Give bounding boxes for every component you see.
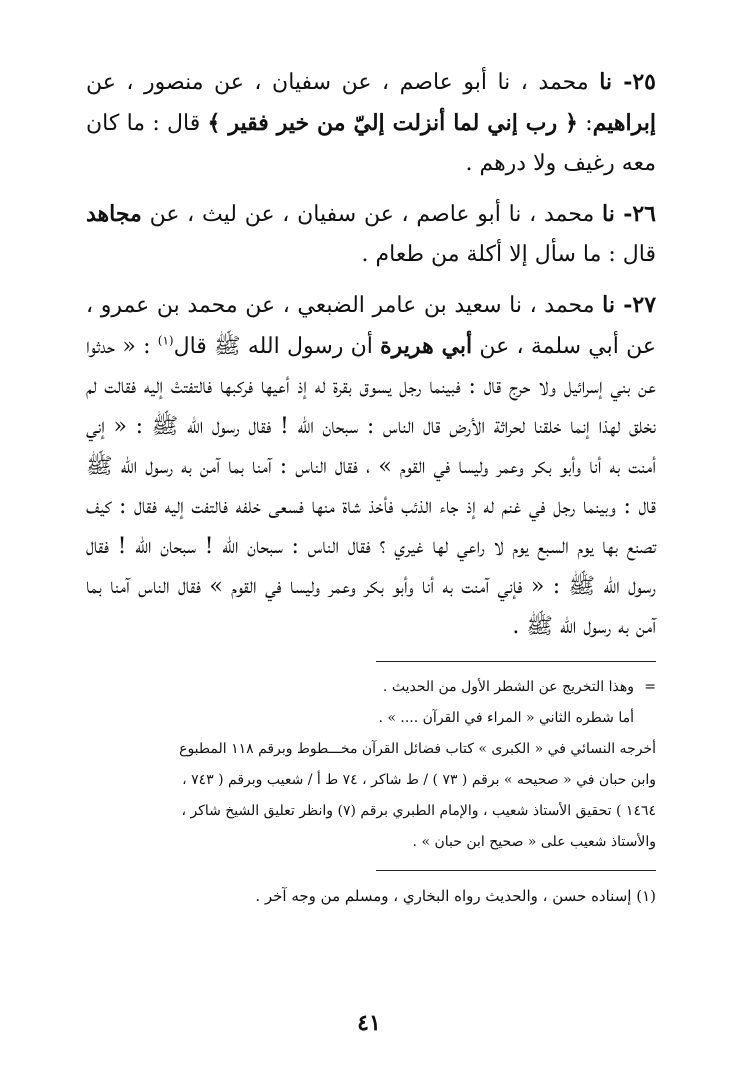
narrator-name: أبي هريرة bbox=[380, 333, 473, 359]
narrator-name: إبراهيم bbox=[592, 110, 656, 136]
continued-notes bbox=[86, 672, 656, 858]
hadith-separator: : bbox=[577, 111, 593, 136]
note-line: والأستاذ شعيب على « صحيح ابن حبان » . bbox=[412, 834, 656, 850]
hadith-number: ٢٦- نا bbox=[602, 201, 656, 227]
hadith-text: قال : ما سأل إلا أكلة من طعام . bbox=[361, 242, 656, 267]
hadith-text: : « حدثوا عن بني إسرائيل ولا حرج قال : فبينما رجل يسوق بقرة له إذ أعيها فركبها فالتفتتْ إليه فقالت لم نخلق لهذا إنما خلقنا لحراثة الأرض قال الناس : سبحان الله ! فقال رسول الله ﷺ : « إني أمنت به أنا وأبو بكر وعمر وليسا في القوم » ، فقال الناس : آمنا بما آمن به رسول الله ﷺ قال : وبينما رجل في غنم له إذ جاء الذئب فأخذ شاة منها فسعى خلفه فالتفت إليه فقال : كيف تصنع بها يوم السبع يوم لا راعي لها غيري ؟ فقال الناس : سبحان الله ! سبحان الله ! فقال رسول الله ﷺ : « فإني آمنت به أنا وأبو بكر وعمر وليسا في القوم » فقال الناس آمنا بما آمن به رسول الله ﷺ . bbox=[86, 334, 656, 639]
hadith-number: ٢٥- نا bbox=[599, 69, 656, 95]
page-number: ٤١ bbox=[357, 1010, 381, 1036]
hadith-26 bbox=[86, 194, 656, 275]
note-line: أما شطره الثاني « المراء في القرآن .... » . bbox=[378, 710, 634, 726]
hadith-chain: محمد ، نا سعيد بن عامر الضبعي ، عن محمد بن عمرو ، عن أبي سلمة ، عن bbox=[86, 293, 656, 359]
footnote-divider bbox=[376, 870, 656, 871]
page-body bbox=[86, 62, 656, 911]
hadith-chain-end: أن رسول الله ﷺ قال bbox=[173, 334, 381, 359]
footnote-1: (١) إسناده حسن ، والحديث رواه البخاري ، ومسلم من وجه آخر . bbox=[255, 887, 656, 905]
quran-verse: ﴿ رب إني لما أنزلت إليّ من خير فقير ﴾ bbox=[207, 110, 578, 136]
note-line: أخرجه النسائي في « الكبرى » كتاب فضائل القرآن مخـــطوط وبرقم ١١٨ المطبوع bbox=[179, 741, 656, 757]
hadith-number: ٢٧- نا bbox=[602, 292, 657, 318]
notes-divider bbox=[376, 661, 656, 662]
continuation-mark: = bbox=[644, 679, 656, 695]
hadith-25 bbox=[86, 62, 656, 184]
note-line: وابن حبان في « صحيحه » برقم ( ٧٣ ) / ط شاكر ، ٧٤ ط أ / شعيب وبرقم ( ٧٤٣ ، bbox=[182, 772, 656, 788]
narrator-name: مجاهد bbox=[86, 201, 142, 227]
note-line: وهذا التخريج عن الشطر الأول من الحديث . bbox=[382, 679, 634, 695]
hadith-chain: محمد ، نا أبو عاصم ، عن سفيان ، عن منصور ، عن bbox=[86, 70, 600, 95]
hadith-27 bbox=[86, 285, 656, 647]
hadith-chain: محمد ، نا أبو عاصم ، عن سفيان ، عن ليث ، عن bbox=[141, 202, 602, 227]
note-line: ١٤٦٤ ) تحقيق الأستاذ شعيب ، والإمام الطبري برقم (٧) وانظر تعليق الشيخ شاكر ، bbox=[181, 803, 656, 819]
hadith-text: قال : ما كان معه رغيف ولا درهم . bbox=[86, 111, 656, 176]
footnote-marker[interactable]: (١) bbox=[157, 333, 174, 348]
